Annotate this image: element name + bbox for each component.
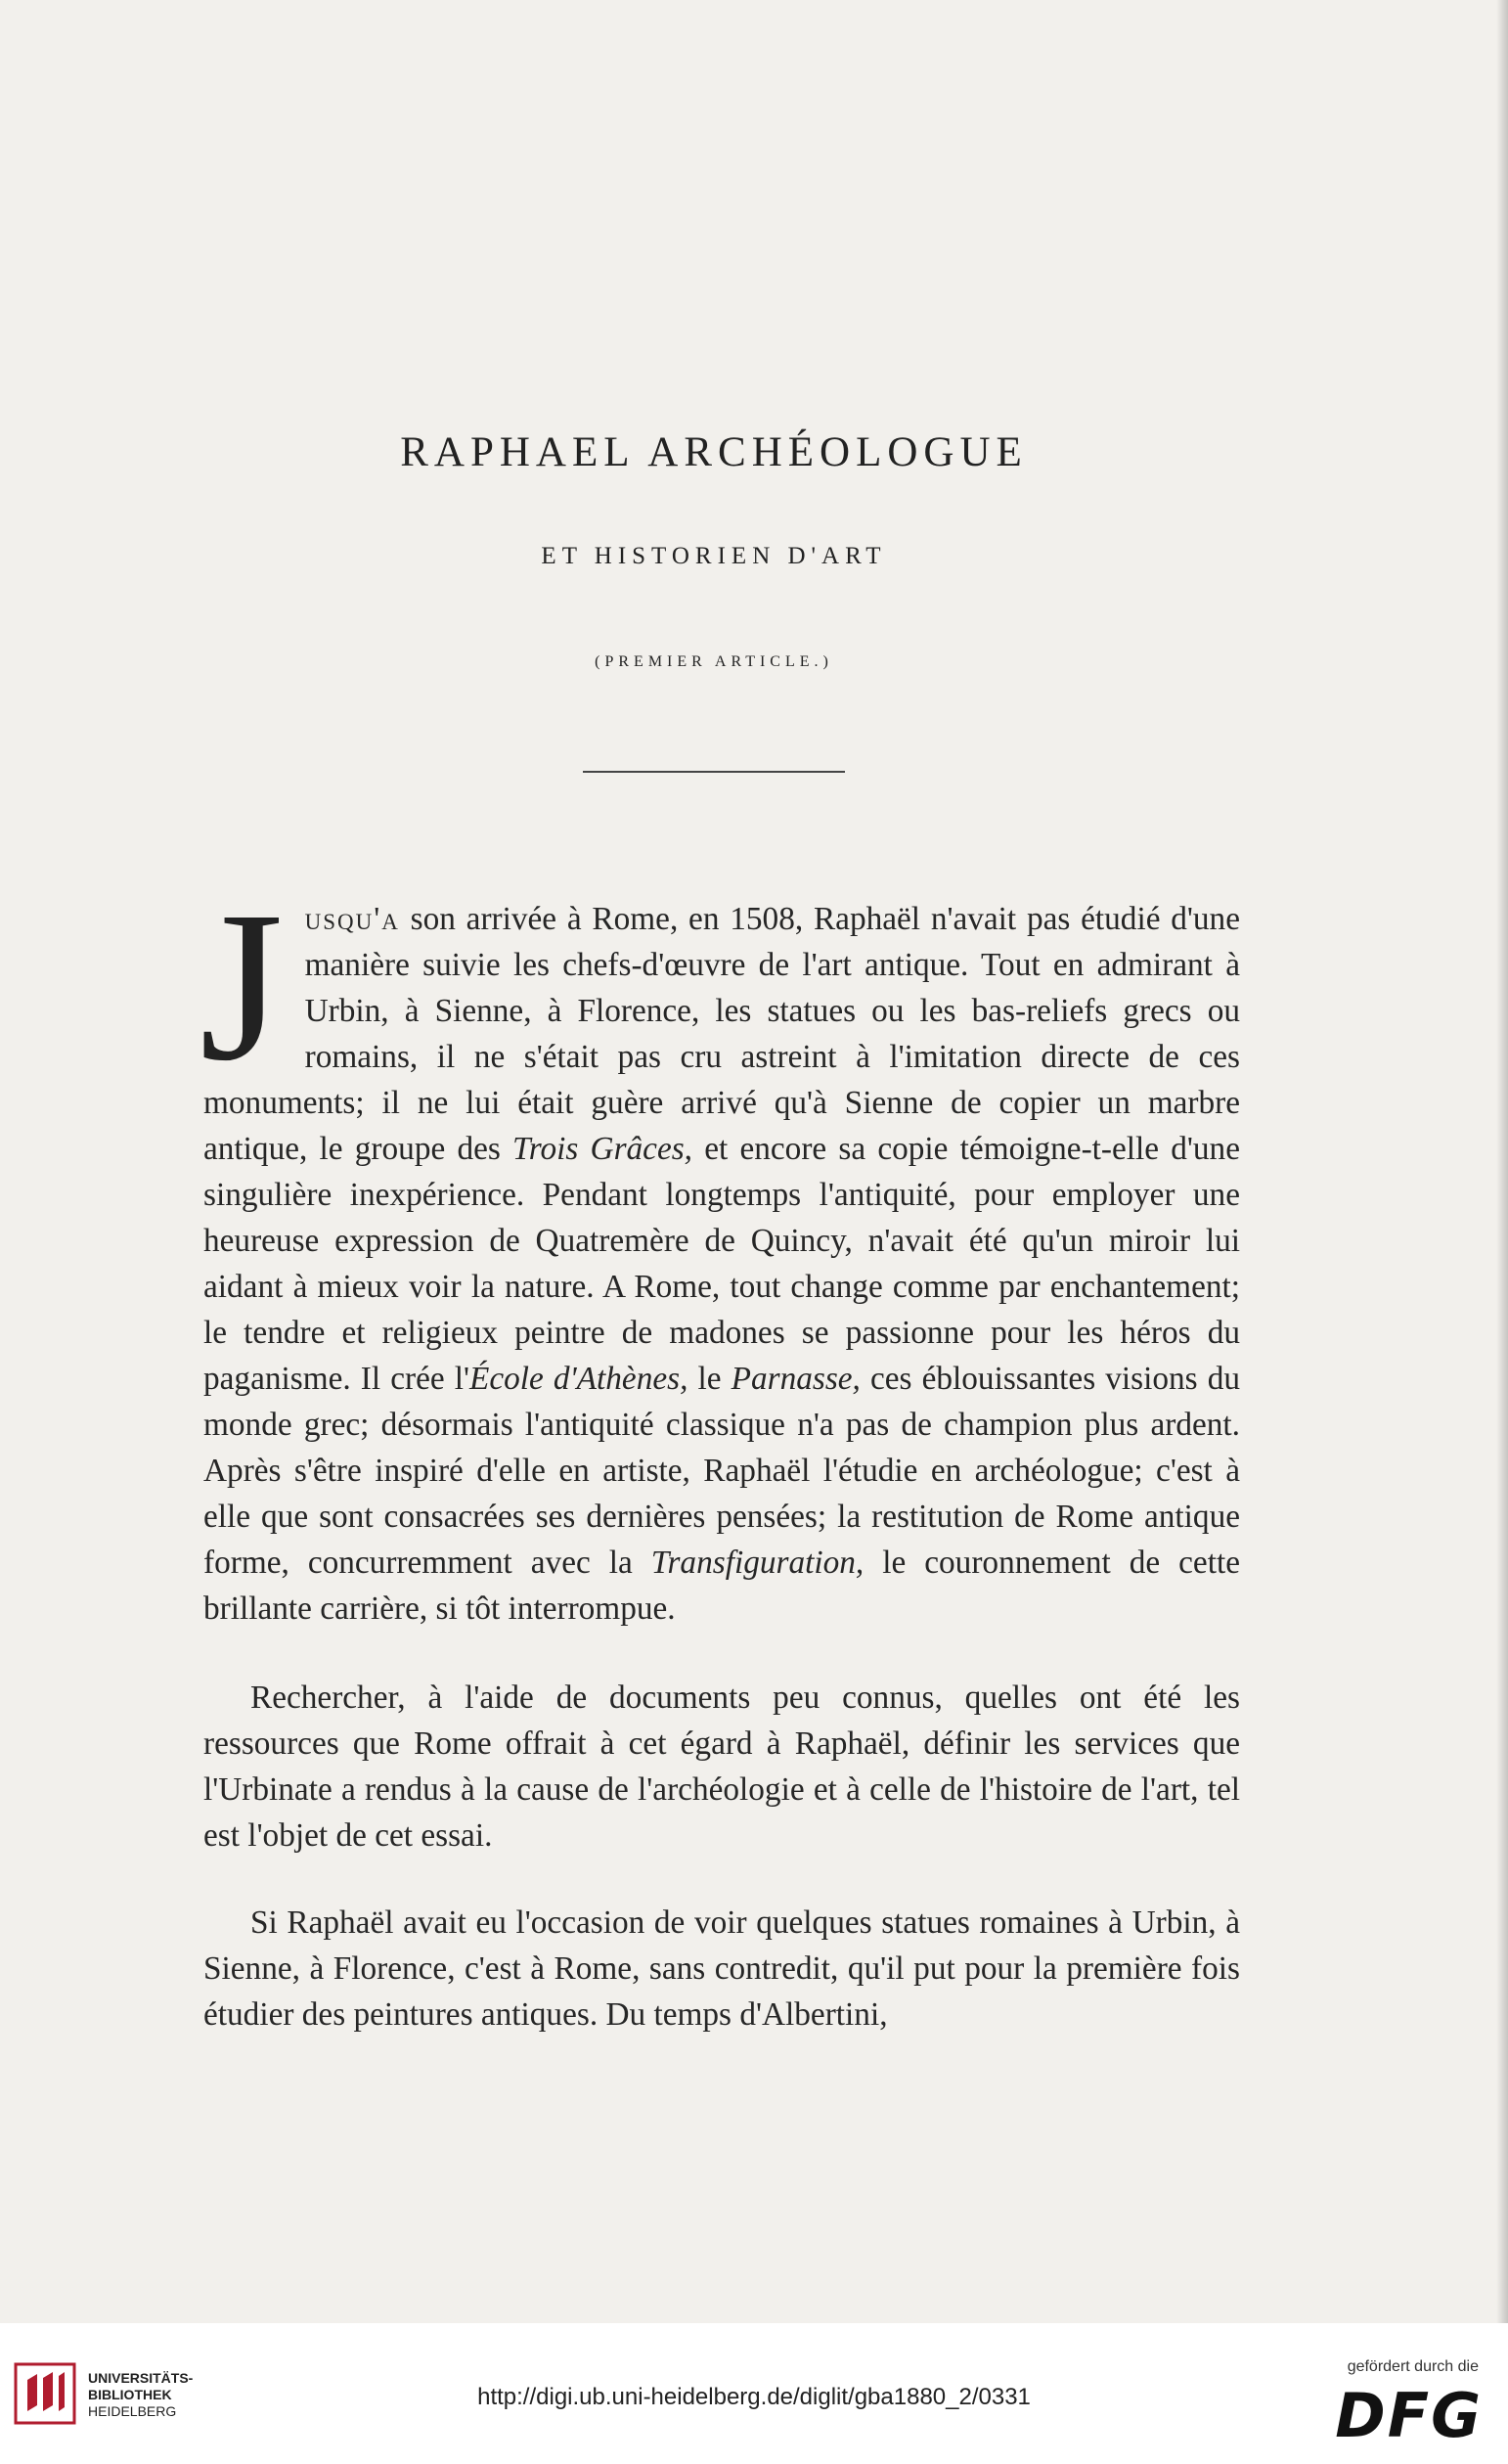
article-subtitle: ET HISTORIEN D'ART [541, 543, 887, 569]
institution-line-3: HEIDELBERG [88, 2403, 177, 2419]
paragraph-1-italic-b: École d'Athènes, [469, 1361, 688, 1397]
page-edge-shadow [1496, 0, 1508, 2323]
paragraph-1-smallcaps: usqu'a [304, 901, 400, 937]
paragraph-2: Rechercher, à l'aide de documents peu connus, quelles ont été les ressources que Rome offrait à cet égard à Raphaël, définir les services que l'Urbinate a rendus à la cause de l'archéologie et à celle de l'histoire de l'art, tel est l'objet de cet essai. [203, 1680, 1240, 1854]
institution-line-2: BIBLIOTHEK [88, 2387, 172, 2402]
article-title: RAPHAEL ARCHÉOLOGUE [400, 429, 1028, 475]
paragraph-1-text-e: le couronnement de cette brillante carrière, si tôt interrompue. [203, 1545, 1240, 1627]
paragraph-1-text-a: son arrivée à Rome, en 1508, Raphaël n'avait pas étudié d'une manière suivie les chefs-d'œuvre de l'art antique. Tout en admirant à Urbin, à Sienne, à Florence, les statues ou les bas-reliefs grecs ou romains, il ne s'était pas cru astreint à l'imitation directe de ces monuments; il ne lui était guère arrivé qu'à Sienne de copier un marbre antique, le groupe des [203, 901, 1240, 1167]
permalink-url[interactable]: http://digi.ub.uni-heidelberg.de/diglit/gba1880_2/0331 [477, 2384, 1031, 2410]
paragraph-1-text-d: ces éblouissantes visions du monde grec; désormais l'antiquité classique n'a pas de champion plus ardent. Après s'être inspiré d'elle en artiste, Raphaël l'étudie en archéologue; c'est à elle que sont consacrées ses dernières pensées; la restitution de Rome antique forme, concurremment avec la [203, 1361, 1240, 1581]
paragraph-1-italic-a: Trois Grâces, [512, 1131, 693, 1167]
dfg-caption: gefördert durch die [1347, 2358, 1479, 2375]
drop-cap: J [200, 867, 284, 1105]
paragraph-3: Si Raphaël avait eu l'occasion de voir quelques statues romaines à Urbin, à Sienne, à Florence, c'est à Rome, sans contredit, qu'il put pour la première fois étudier des peintures antiques. Du temps d'Albertini, [203, 1904, 1240, 2033]
article-note: (PREMIER ARTICLE.) [595, 653, 833, 670]
footer-bar [0, 2323, 1508, 2464]
paragraph-1-italic-c: Parnasse, [731, 1361, 861, 1397]
paragraph-1-text-c: le [687, 1361, 732, 1397]
paragraph-1-text-b: et encore sa copie témoigne-t-elle d'une singulière inexpérience. Pendant longtemps l'antiquité, pour employer une heureuse expression de Quatremère de Quincy, n'avait été qu'un miroir lui aidant à mieux voir la nature. A Rome, tout change comme par enchantement; le tendre et religieux peintre de madones se passionne pour les héros du paganisme. Il crée l' [203, 1131, 1240, 1397]
paragraph-1 [200, 867, 1240, 1632]
title-divider [583, 771, 845, 773]
institution-line-1: UNIVERSITÄTS- [88, 2370, 194, 2386]
dfg-logo[interactable]: DFG [1335, 2380, 1483, 2451]
paragraph-1-italic-d: Transfiguration, [650, 1545, 865, 1581]
